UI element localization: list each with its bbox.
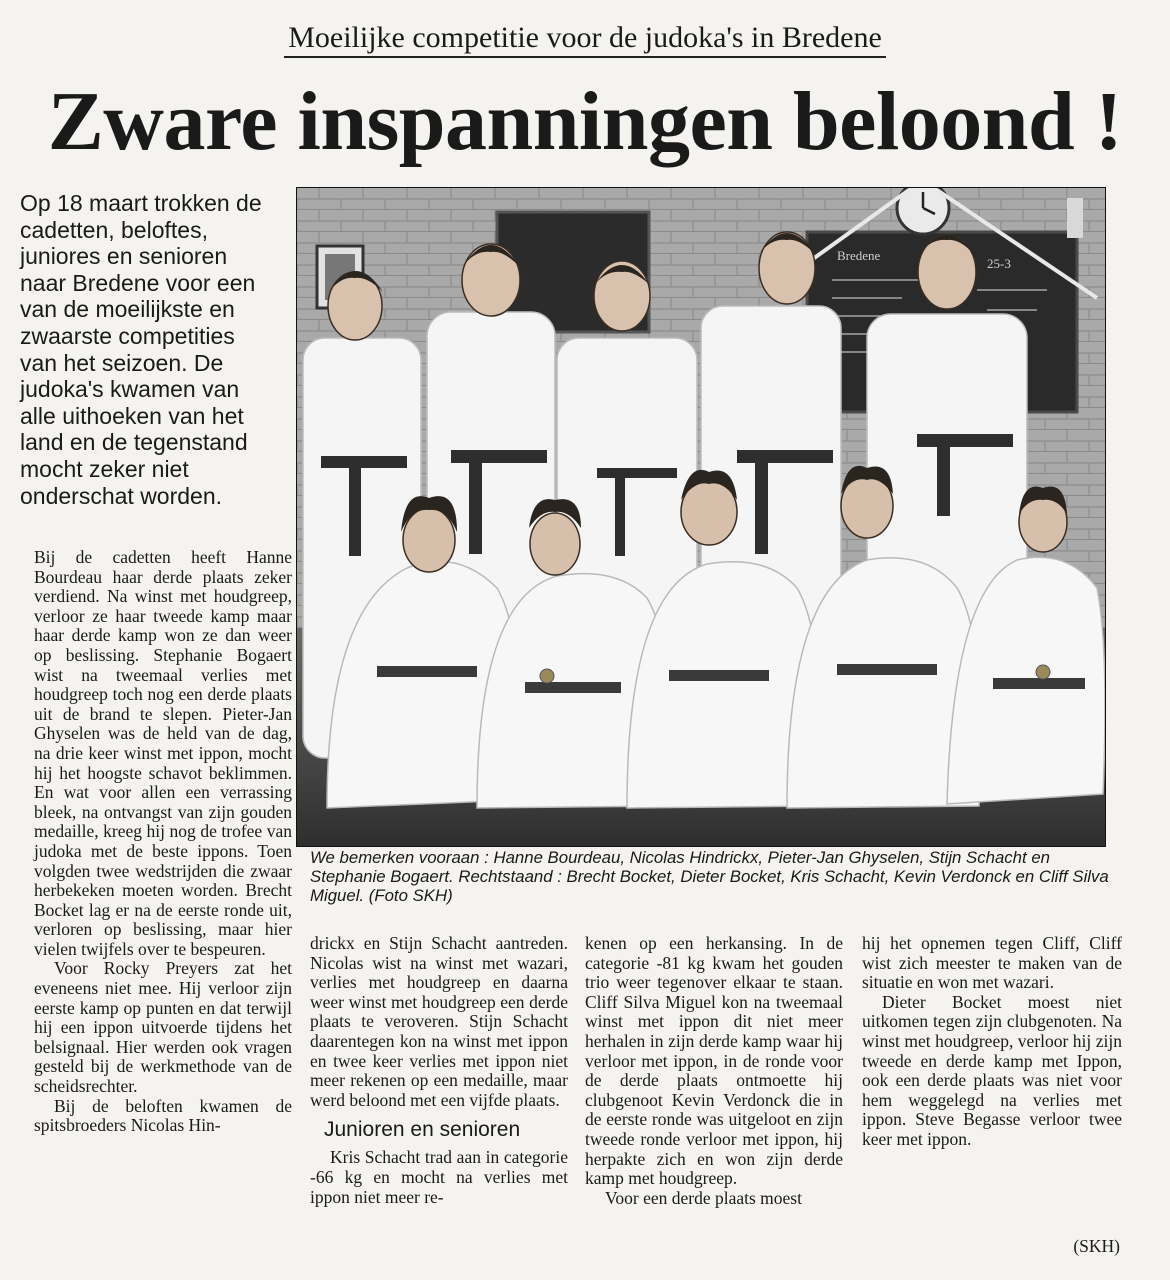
board-text-date: 25-3 <box>987 256 1011 271</box>
article-column-3 <box>585 934 843 1208</box>
signature: (SKH) <box>1073 1236 1120 1256</box>
article-column-1 <box>34 548 292 1136</box>
medal-icon <box>540 669 554 683</box>
article-column-4 <box>862 934 1122 1150</box>
medal-icon <box>1036 665 1050 679</box>
subheading-junioren: Junioren en senioren <box>324 1118 521 1142</box>
kicker <box>0 20 1170 56</box>
article-column-2 <box>310 934 568 1207</box>
body-paragraph-kris-start: Kris Schacht trad aan in categorie -66 kg en mocht na verlies met ippon niet meer re- <box>310 1147 568 1207</box>
board-text-bredene: Bredene <box>837 248 881 263</box>
team-photo-illustration <box>297 188 1105 846</box>
team-photo <box>296 187 1106 847</box>
body-paragraph-kris-cont: kenen op een herkansing. In de categorie -81 kg kwam het gouden trio weer tegenover elkaar te staan. Cliff Silva Miguel kon na tweemaal winst met ippon dit niet meer herhalen in zijn derde kamp waar hij verloor met ippon, in de ronde voor de derde plaats ontmoette hij clubgenoot Kevin Verdonck die in de eerste ronde was uitgeloot en zijn tweede ronde verloor met ippon, hij herpakte zich en won zijn derde kamp met houdgreep. <box>585 933 843 1189</box>
lead-paragraph: Op 18 maart trokken de cadetten, beloftes, juniores en senioren naar Bredene voor een van de moeilijkste en zwaarste competities van het seizoen. De judoka's kwamen van alle uithoeken van het land en de tegenstand mocht zeker niet onderschat worden. <box>20 190 262 509</box>
body-paragraph-beloften-start: Bij de beloften kwamen de spitsbroeders Nicolas Hin- <box>34 1095 292 1136</box>
body-paragraph-cliff-cont: hij het opnemen tegen Cliff, Cliff wist zich meester te maken van de situatie en won met wazari. <box>862 933 1122 993</box>
body-paragraph-dieter: Dieter Bocket moest niet uitkomen tegen zijn clubgenoten. Na winst met houdgreep, verloor hij zijn tweede en derde kamp met Ippon, ook een derde plaats was niet voor hem weggelegd na verlies met ippon. Steve Begasse verloor twee keer met ippon. <box>862 991 1122 1149</box>
kicker-text: Moeilijke competitie voor de judoka's in Bredene <box>284 21 886 58</box>
body-paragraph-cadetten: Bij de cadetten heeft Hanne Bourdeau haar derde plaats zeker verdiend. Na winst met houdgreep, verloor ze haar tweede kamp maar haar derde kamp won ze dan weer op beslissing. Stephanie Bogaert wist na tweemaal verlies met houdgreep toch nog een derde plaats uit de brand te slepen. Pieter-Jan Ghyselen was de held van de dag, na drie keer winst met ippon, mocht hij het hoogste schavot beklimmen. En wat voor allen een verrassing bleek, na ontvangst van zijn gouden medaille, kreeg hij nog de trofee van judoka met de beste ippons. Toen volgden twee wedstrijden die zwaar herbekeken moeten worden. Brecht Bocket lag er na de eerste ronde uit, verloren op beslissing, maar hier vielen twijfels over te bespeuren. <box>34 547 292 959</box>
body-paragraph-beloften-cont: drickx en Stijn Schacht aantreden. Nicolas wist na winst met wazari, verlies met houdgreep en daarna weer winst met houdgreep een derde plaats te veroveren. Stijn Schacht daarentegen kon na winst met ippon en twee keer verlies met ippon niet meer rekenen op een medaille, maar werd beloond met een vijfde plaats. <box>310 933 568 1110</box>
body-paragraph-cliff-start: Voor een derde plaats moest <box>605 1187 802 1208</box>
body-paragraph-rocky: Voor Rocky Preyers zat het eveneens niet mee. Hij verloor zijn eerste kamp op punten en dat terwijl hij een ippon uitvoerde tijdens het belsignaal. Hier werden ook vragen gesteld bij de werkmethode van de scheidsrechter. <box>34 958 292 1097</box>
headline: Zware inspanningen beloond ! <box>47 75 1123 168</box>
photo-caption: We bemerken vooraan : Hanne Bourdeau, Nicolas Hindrickx, Pieter-Jan Ghyselen, Stijn Schacht en Stephanie Bogaert. Rechtstaand : Brecht Bocket, Dieter Bocket, Kris Schacht, Kevin Verdonck en Cliff Silva Miguel. (Foto SKH) <box>310 848 1109 905</box>
